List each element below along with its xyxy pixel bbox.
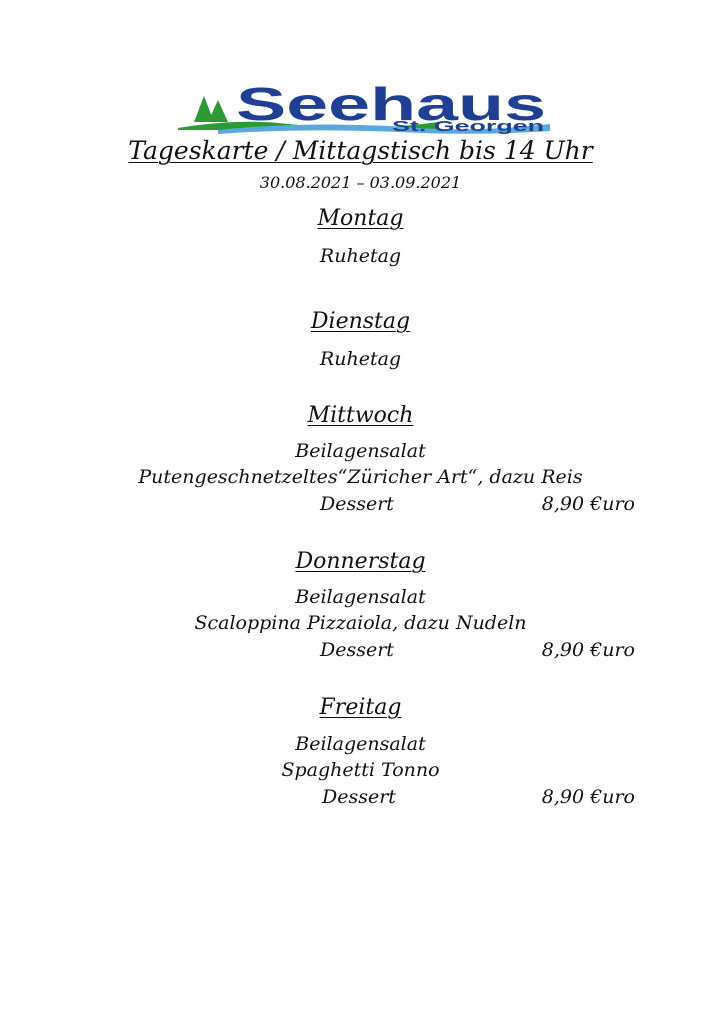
freitag-price: 8,90 €uro — [541, 786, 635, 808]
montag-line-1: Ruhetag — [319, 245, 402, 267]
menu-dates: 30.08.2021 – 03.09.2021 — [259, 173, 462, 192]
logo-brand: Seehaus — [236, 84, 546, 130]
day-heading-freitag: Freitag — [319, 695, 402, 720]
donnerstag-dessert: Dessert — [320, 639, 394, 661]
mittwoch-dessert: Dessert — [320, 493, 394, 515]
freitag-line-2: Spaghetti Tonno — [281, 759, 440, 781]
mittwoch-price: 8,90 €uro — [541, 493, 635, 515]
freitag-line-1: Beilagensalat — [295, 733, 426, 755]
mittwoch-line-1: Beilagensalat — [295, 440, 426, 462]
freitag-dessert: Dessert — [322, 786, 396, 808]
logo-sub: St. Georgen — [392, 118, 544, 134]
day-heading-montag: Montag — [317, 206, 404, 231]
seehaus-logo — [178, 84, 550, 134]
day-heading-dienstag: Dienstag — [310, 309, 411, 334]
day-heading-donnerstag: Donnerstag — [295, 549, 426, 574]
donnerstag-line-2: Scaloppina Pizzaiola, dazu Nudeln — [194, 612, 527, 634]
donnerstag-line-1: Beilagensalat — [295, 586, 426, 608]
donnerstag-price: 8,90 €uro — [541, 639, 635, 661]
dienstag-line-1: Ruhetag — [319, 348, 402, 370]
day-heading-mittwoch: Mittwoch — [307, 403, 414, 428]
mittwoch-line-2: Putengeschnetzeltes“Züricher Art“, dazu Reis — [138, 466, 583, 488]
tree-icon — [208, 100, 228, 122]
menu-title: Tageskarte / Mittagstisch bis 14 Uhr — [128, 136, 593, 165]
